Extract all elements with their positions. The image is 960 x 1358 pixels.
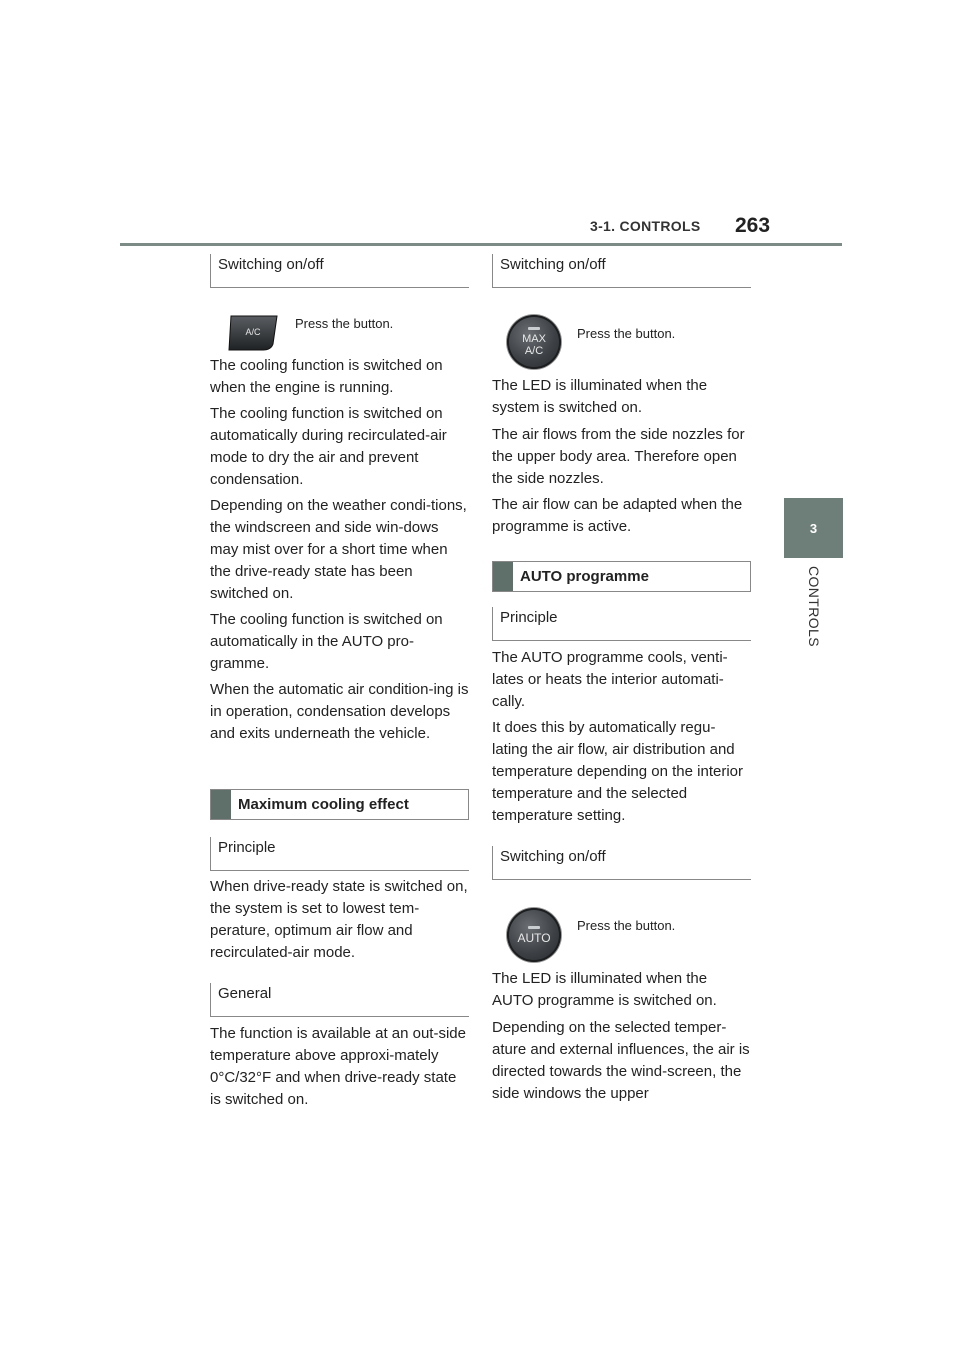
left-principle-heading: Principle <box>210 837 469 871</box>
led-indicator <box>528 926 540 929</box>
general-heading: General <box>210 983 469 1017</box>
chapter-label-text: CONTROLS <box>806 566 822 647</box>
right-para-3: The air flow can be adapted when the programme is active. <box>492 496 743 535</box>
left-para-1: The cooling function is switched on when the engine is running. <box>210 357 443 396</box>
max-ac-button-icon <box>507 315 561 369</box>
right-principle-heading: Principle <box>492 607 751 641</box>
section-title: 3-1. CONTROLS <box>590 218 701 234</box>
ac-button-label: A/C <box>245 327 261 337</box>
auto-programme-heading <box>492 561 751 592</box>
right-principle-para-2: It does this by automatically regu-lating the air flow, air distribution and temperature depending on the interior temperature and the selected temperature setting. <box>492 719 744 824</box>
ac-button-icon <box>227 314 279 352</box>
heading-bar <box>493 562 513 591</box>
left-press-caption: Press the button. <box>295 316 394 331</box>
left-para-5: When the automatic air condition-ing is in operation, condensation develops and exits underneath the vehicle. <box>210 681 469 742</box>
max-cooling-heading-text: Maximum cooling effect <box>238 796 409 813</box>
header-divider <box>120 243 842 246</box>
general-text: The function is available at an out-side temperature above approxi-mately 0°C/32°F and when drive-ready state is switched on. <box>210 1025 466 1108</box>
left-para-3: Depending on the weather condi-tions, the windscreen and side win-dows may mist over for a short time when the drive-ready state has been switched on. <box>210 497 467 602</box>
right-para-5: Depending on the selected temper-ature and external influences, the air is directed towards the wind-screen, the side windows the upper <box>492 1019 750 1102</box>
right-press-caption-2: Press the button. <box>577 918 676 933</box>
page-number: 263 <box>735 214 771 237</box>
left-para-4: The cooling function is switched on automatically in the AUTO pro-gramme. <box>210 611 443 672</box>
right-para-4: The LED is illuminated when the AUTO programme is switched on. <box>492 970 717 1009</box>
auto-button-label: AUTO <box>517 931 551 945</box>
right-switching-heading-1: Switching on/off <box>492 254 751 288</box>
heading-bar <box>211 790 231 819</box>
auto-programme-heading-text: AUTO programme <box>520 568 649 585</box>
chapter-tab: 3 <box>784 498 843 558</box>
led-indicator <box>528 327 540 330</box>
right-para-2: The air flows from the side nozzles for the upper body area. Therefore open the side nozzles. <box>492 426 745 487</box>
chapter-label <box>774 566 854 656</box>
left-principle-text: When drive-ready state is switched on, the system is set to lowest tem-perature, optimum air flow and recirculated-air mode. <box>210 878 468 961</box>
right-switching-heading-2: Switching on/off <box>492 846 751 880</box>
max-ac-line1: MAX <box>522 333 546 345</box>
left-para-2: The cooling function is switched on automatically during recirculated-air mode to dry the air and prevent condensation. <box>210 405 447 488</box>
left-switching-heading: Switching on/off <box>210 254 469 288</box>
right-press-caption-1: Press the button. <box>577 326 676 341</box>
right-principle-para-1: The AUTO programme cools, venti-lates or heats the interior automati-cally. <box>492 649 728 710</box>
max-cooling-heading <box>210 789 469 820</box>
max-ac-line2: A/C <box>524 345 544 357</box>
auto-button-icon <box>507 908 561 962</box>
right-para-1: The LED is illuminated when the system is switched on. <box>492 377 708 416</box>
